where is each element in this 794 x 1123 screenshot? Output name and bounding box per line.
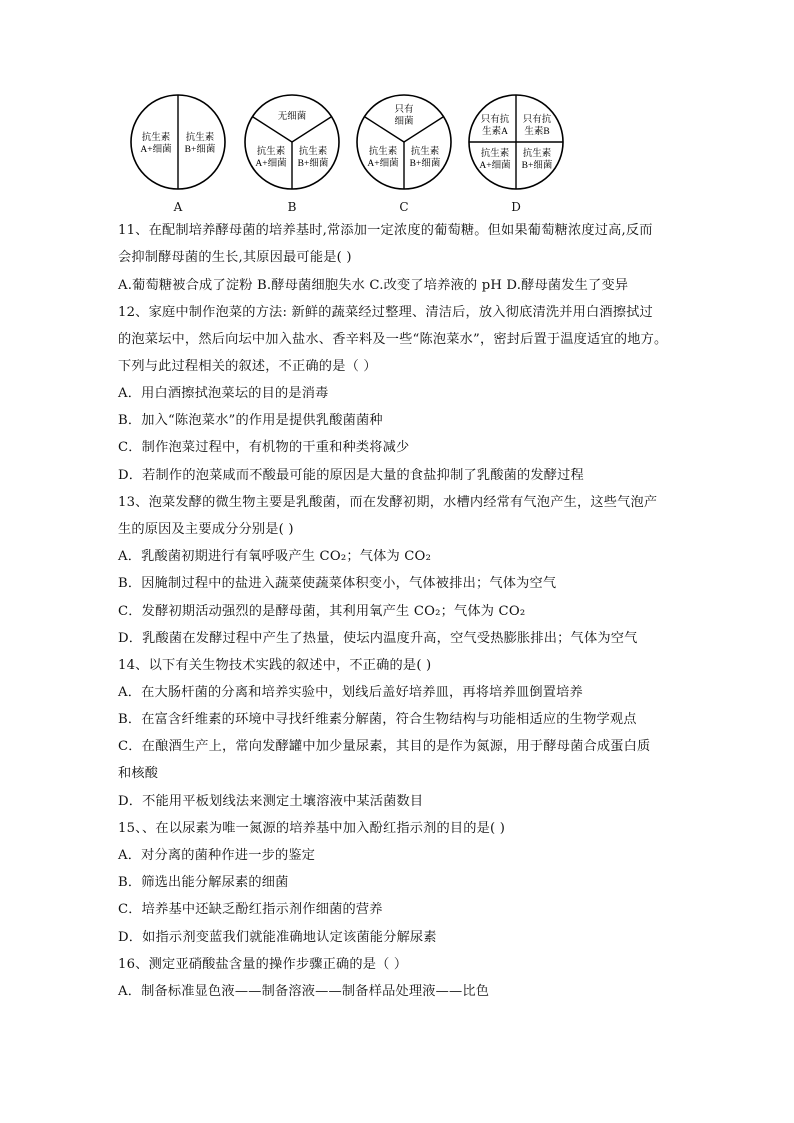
region-c3-line2: B+细菌 bbox=[409, 159, 441, 169]
region-a2-line2: B+细菌 bbox=[184, 145, 216, 155]
dish-b bbox=[242, 92, 342, 214]
region-d4-line1: 抗生素 bbox=[522, 149, 552, 159]
dish-d-diagram bbox=[466, 92, 566, 192]
region-c3-line1: 抗生素 bbox=[410, 147, 440, 157]
text-line: 12、家庭中制作泡菜的方法: 新鲜的蔬菜经过整理、清洁后，放入彻底清洗并用白酒擦拭过 bbox=[118, 305, 653, 320]
option-b: B．筛选出能分解尿素的细菌 bbox=[118, 875, 289, 890]
region-a1-line1: 抗生素 bbox=[141, 133, 171, 143]
region-c1-line2: 细菌 bbox=[394, 117, 414, 127]
dish-d-label: D bbox=[511, 200, 521, 214]
option-c: C．在酿酒生产上，常向发酵罐中加少量尿素，其目的是作为氮源，用于酵母菌合成蛋白质 bbox=[118, 739, 651, 754]
region-d2-line2: 生素B bbox=[524, 127, 550, 137]
option-a: A．在大肠杆菌的分离和培养实验中，划线后盖好培养皿，再将培养皿倒置培养 bbox=[118, 685, 583, 700]
option-b: B．加入“陈泡菜水”的作用是提供乳酸菌菌种 bbox=[118, 413, 383, 428]
region-d1-line2: 生素A bbox=[482, 127, 508, 137]
region-c2-line2: A+细菌 bbox=[367, 159, 399, 169]
text-line: 15、、在以尿素为唯一氮源的培养基中加入酚红指示剂的目的是( ) bbox=[118, 821, 506, 836]
option-d: D．不能用平板划线法来测定土壤溶液中某活菌数目 bbox=[118, 794, 424, 809]
region-b2-line1: 抗生素 bbox=[256, 147, 286, 157]
text-line: 的泡菜坛中，然后向坛中加入盐水、香辛料及一些“陈泡菜水”，密封后置于温度适宜的地方。 bbox=[118, 332, 668, 347]
option-c: C．培养基中还缺乏酚红指示剂作细菌的营养 bbox=[118, 902, 383, 917]
dish-b-label: B bbox=[287, 200, 297, 214]
region-d3-line1: 抗生素 bbox=[480, 149, 510, 159]
option-a: A．用白酒擦拭泡菜坛的目的是消毒 bbox=[118, 386, 329, 401]
option-b: B．在富含纤维素的环境中寻找纤维素分解菌，符合生物结构与功能相适应的生物学观点 bbox=[118, 712, 637, 727]
region-d1-line1: 只有抗 bbox=[480, 115, 510, 125]
region-a2-line1: 抗生素 bbox=[185, 133, 215, 143]
text-line: 下列与此过程相关的叙述，不正确的是（ ） bbox=[118, 359, 377, 374]
option-a: A．对分离的菌种作进一步的鉴定 bbox=[118, 848, 316, 863]
dish-b-diagram bbox=[242, 92, 342, 192]
dish-a-diagram bbox=[128, 92, 228, 192]
option-c: C．制作泡菜过程中，有机物的干重和种类将减少 bbox=[118, 440, 410, 455]
option-d: D．乳酸菌在发酵过程中产生了热量，使坛内温度升高，空气受热膨胀排出；气体为空气 bbox=[118, 631, 638, 646]
text-line: 生的原因及主要成分分别是( ) bbox=[118, 522, 294, 537]
dish-c-label: C bbox=[399, 200, 409, 214]
text-line: 16、测定亚硝酸盐含量的操作步骤正确的是（ ） bbox=[118, 957, 408, 972]
dish-c-diagram bbox=[354, 92, 454, 192]
text-line: A.葡萄糖被合成了淀粉 B.酵母菌细胞失水 C.改变了培养液的 pH D.酵母菌发生了变异 bbox=[118, 278, 629, 293]
text-line: 14、以下有关生物技术实践的叙述中，不正确的是( ) bbox=[118, 658, 432, 673]
region-b2-line2: A+细菌 bbox=[255, 159, 287, 169]
option-a: A．乳酸菌初期进行有氧呼吸产生 CO₂；气体为 CO₂ bbox=[118, 549, 432, 564]
dish-a bbox=[128, 92, 228, 214]
region-a1-line2: A+细菌 bbox=[140, 145, 172, 155]
dish-d bbox=[466, 92, 566, 214]
region-d2-line1: 只有抗 bbox=[522, 115, 552, 125]
text-line: 11、在配制培养酵母菌的培养基时,常添加一定浓度的葡萄糖。但如果葡萄糖浓度过高,反而 bbox=[118, 223, 653, 238]
text-line: 13、泡菜发酵的微生物主要是乳酸菌，而在发酵初期，水槽内经常有气泡产生，这些气泡产 bbox=[118, 495, 658, 510]
region-b1-line1: 无细菌 bbox=[277, 112, 307, 122]
petri-dish-figures bbox=[110, 92, 690, 222]
option-a: A．制备标准显色液——制备溶液——制备样品处理液——比色 bbox=[118, 984, 490, 999]
dish-c bbox=[354, 92, 454, 214]
region-d4-line2: B+细菌 bbox=[521, 161, 553, 171]
region-b3-line1: 抗生素 bbox=[298, 147, 328, 157]
text-line: 和核酸 bbox=[118, 766, 159, 781]
option-b: B．因腌制过程中的盐进入蔬菜使蔬菜体积变小，气体被排出；气体为空气 bbox=[118, 576, 557, 591]
region-c1-line1: 只有 bbox=[394, 105, 414, 115]
region-d3-line2: A+细菌 bbox=[479, 161, 511, 171]
option-d: D．如指示剂变蓝我们就能准确地认定该菌能分解尿素 bbox=[118, 930, 437, 945]
region-b3-line2: B+细菌 bbox=[297, 159, 329, 169]
option-c: C．发酵初期活动强烈的是酵母菌，其利用氧产生 CO₂；气体为 CO₂ bbox=[118, 604, 526, 619]
text-line: 会抑制酵母菌的生长,其原因最可能是( ) bbox=[118, 250, 352, 265]
dish-a-label: A bbox=[173, 200, 183, 214]
region-c2-line1: 抗生素 bbox=[368, 147, 398, 157]
option-d: D．若制作的泡菜咸而不酸最可能的原因是大量的食盐抑制了乳酸菌的发酵过程 bbox=[118, 468, 584, 483]
